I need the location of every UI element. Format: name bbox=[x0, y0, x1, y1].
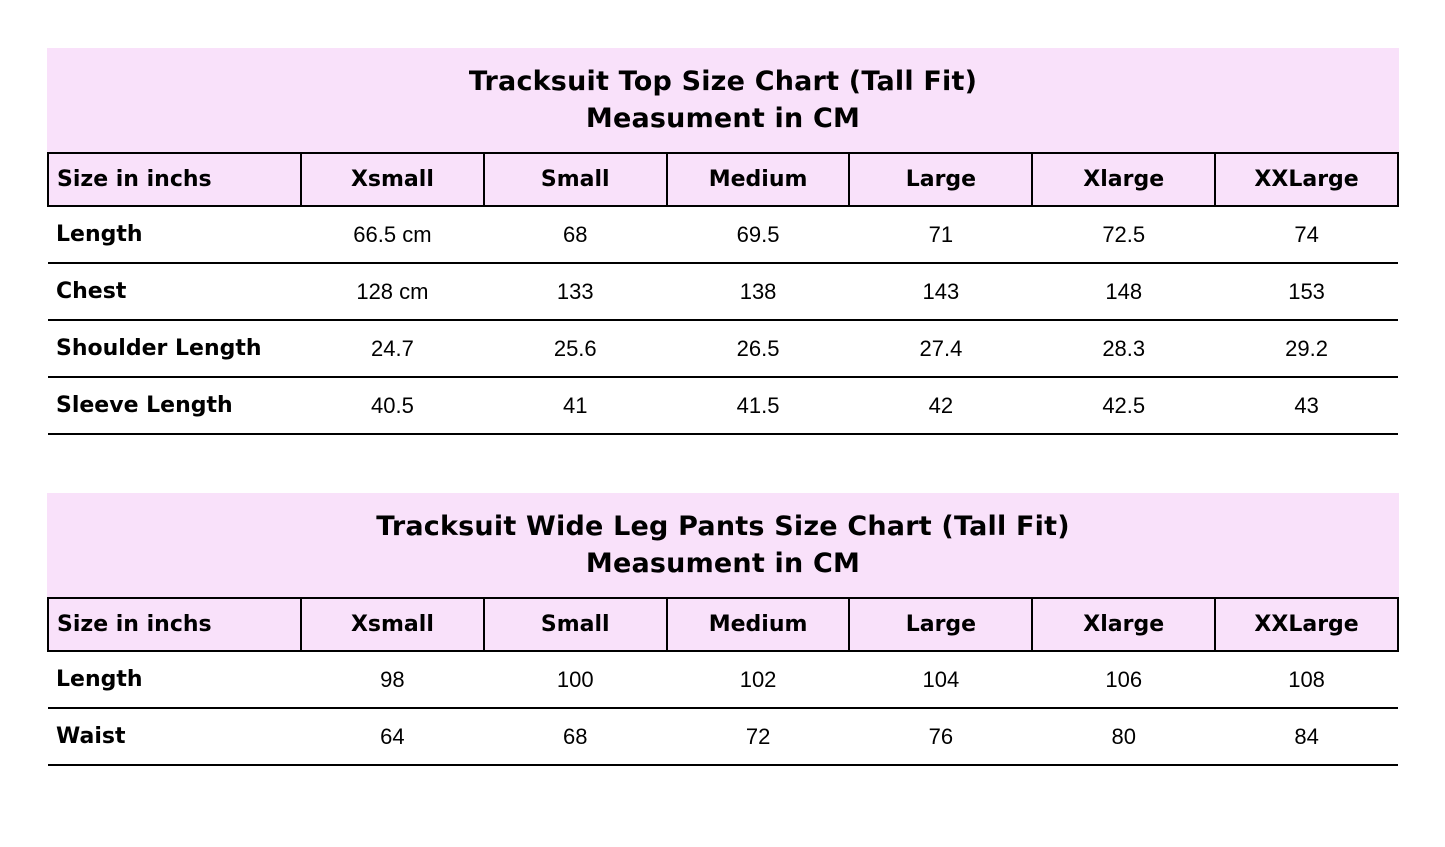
header-cell-small: Small bbox=[484, 598, 667, 651]
value-cell: 68 bbox=[563, 221, 588, 247]
header-cell-xxlarge: XXLarge bbox=[1215, 598, 1398, 651]
value-cell: 72.5 bbox=[1102, 221, 1146, 247]
pants-size-chart-section bbox=[47, 493, 1399, 766]
row-label-length: Length bbox=[56, 667, 143, 692]
header-cell-medium: Medium bbox=[667, 598, 850, 651]
value-cell: 40.5 bbox=[371, 392, 414, 418]
value-cell: 42.5 bbox=[1102, 392, 1146, 418]
value-cell: 24.7 bbox=[371, 335, 414, 361]
header-cell-xsmall: Xsmall bbox=[301, 598, 484, 651]
value-cell: 128 cm bbox=[356, 278, 429, 304]
value-cell: 148 bbox=[1105, 278, 1143, 304]
value-cell: 80 bbox=[1111, 723, 1136, 749]
table-row-chest bbox=[48, 263, 1398, 320]
value-cell: 104 bbox=[922, 666, 960, 692]
value-cell: 27.4 bbox=[919, 335, 963, 361]
table-row-sleeve-length bbox=[48, 377, 1398, 434]
value-cell: 153 bbox=[1288, 278, 1325, 304]
header-cell-size-in-inchs: Size in inchs bbox=[48, 153, 301, 206]
header-cell-xsmall: Xsmall bbox=[301, 153, 484, 206]
value-cell: 42 bbox=[928, 392, 954, 418]
value-cell: 68 bbox=[563, 723, 588, 749]
table-row-shoulder-length bbox=[48, 320, 1398, 377]
header-cell-large: Large bbox=[849, 598, 1032, 651]
header-cell-medium: Medium bbox=[667, 153, 850, 206]
table-row-waist bbox=[48, 708, 1398, 765]
top-chart-title: Tracksuit Top Size Chart (Tall Fit) bbox=[468, 66, 978, 97]
value-cell: 28.3 bbox=[1102, 335, 1146, 361]
value-cell: 133 bbox=[556, 278, 594, 304]
row-label-shoulder-length: Shoulder Length bbox=[56, 336, 262, 361]
row-label-sleeve-length: Sleeve Length bbox=[56, 393, 233, 418]
pants-chart-title: Tracksuit Wide Leg Pants Size Chart (Tall Fit) bbox=[376, 511, 1070, 542]
value-cell: 106 bbox=[1105, 666, 1143, 692]
row-label-waist: Waist bbox=[56, 724, 126, 749]
header-cell-xlarge: Xlarge bbox=[1032, 153, 1215, 206]
header-cell-xxlarge: XXLarge bbox=[1215, 153, 1398, 206]
top-size-chart-section bbox=[47, 48, 1399, 435]
row-label-chest: Chest bbox=[56, 279, 127, 304]
value-cell: 71 bbox=[928, 221, 954, 247]
header-cell-large: Large bbox=[849, 153, 1032, 206]
value-cell: 102 bbox=[739, 666, 777, 692]
value-cell: 143 bbox=[922, 278, 960, 304]
value-cell: 74 bbox=[1294, 221, 1319, 247]
value-cell: 72 bbox=[745, 723, 771, 749]
value-cell: 100 bbox=[556, 666, 594, 692]
top-size-table bbox=[47, 152, 1399, 435]
value-cell: 98 bbox=[380, 666, 405, 692]
value-cell: 43 bbox=[1294, 392, 1319, 418]
value-cell: 76 bbox=[928, 723, 954, 749]
value-cell: 138 bbox=[739, 278, 777, 304]
header-row bbox=[48, 153, 1398, 206]
value-cell: 69.5 bbox=[736, 221, 780, 247]
pants-size-table bbox=[47, 597, 1399, 766]
value-cell: 108 bbox=[1288, 666, 1325, 692]
header-cell-xlarge: Xlarge bbox=[1032, 598, 1215, 651]
value-cell: 29.2 bbox=[1285, 335, 1328, 361]
pants-chart-subtitle: Measument in CM bbox=[585, 548, 861, 579]
value-cell: 26.5 bbox=[736, 335, 780, 361]
value-cell: 41.5 bbox=[736, 392, 780, 418]
table-row-length bbox=[48, 651, 1398, 708]
header-cell-size-in-inchs: Size in inchs bbox=[48, 598, 301, 651]
pants-chart-banner bbox=[47, 493, 1399, 597]
header-row bbox=[48, 598, 1398, 651]
value-cell: 41 bbox=[563, 392, 588, 418]
value-cell: 25.6 bbox=[553, 335, 597, 361]
top-chart-banner bbox=[47, 48, 1399, 152]
value-cell: 64 bbox=[380, 723, 405, 749]
value-cell: 84 bbox=[1294, 723, 1319, 749]
row-label-length: Length bbox=[56, 222, 143, 247]
top-chart-subtitle: Measument in CM bbox=[585, 103, 861, 134]
header-cell-small: Small bbox=[484, 153, 667, 206]
value-cell: 66.5 cm bbox=[353, 221, 432, 247]
table-row-length bbox=[48, 206, 1398, 263]
